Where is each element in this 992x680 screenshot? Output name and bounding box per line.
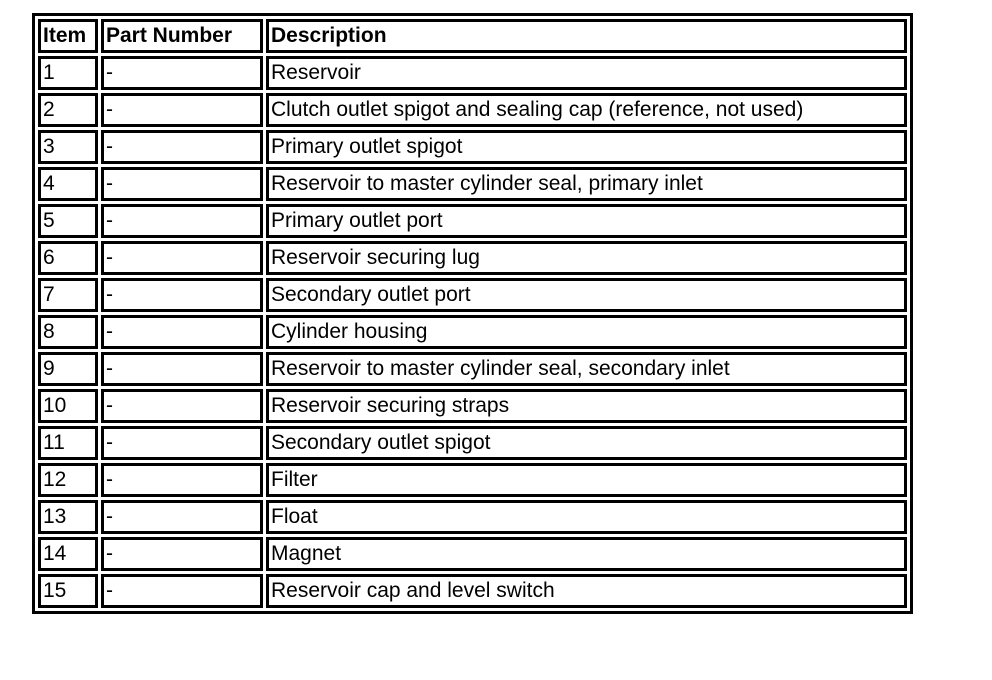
part-number-cell: - <box>101 204 263 238</box>
description-cell: Reservoir <box>266 56 907 90</box>
item-cell: 10 <box>38 389 98 423</box>
description-cell: Filter <box>266 463 907 497</box>
part-number-cell: - <box>101 278 263 312</box>
table-row <box>38 500 907 534</box>
table-row <box>38 574 907 608</box>
table-row <box>38 241 907 275</box>
description-cell: Secondary outlet spigot <box>266 426 907 460</box>
parts-table <box>32 13 913 614</box>
part-number-cell: - <box>101 315 263 349</box>
table-row <box>38 278 907 312</box>
table-row <box>38 93 907 127</box>
description-cell: Float <box>266 500 907 534</box>
description-cell: Reservoir securing straps <box>266 389 907 423</box>
table-row <box>38 315 907 349</box>
table-row <box>38 463 907 497</box>
description-cell: Reservoir to master cylinder seal, primary inlet <box>266 167 907 201</box>
item-cell: 12 <box>38 463 98 497</box>
item-cell: 11 <box>38 426 98 460</box>
table-row <box>38 204 907 238</box>
part-number-cell: - <box>101 93 263 127</box>
table-header-row <box>38 19 907 53</box>
item-cell: 7 <box>38 278 98 312</box>
table-row <box>38 56 907 90</box>
part-number-cell: - <box>101 426 263 460</box>
item-cell: 15 <box>38 574 98 608</box>
part-number-cell: - <box>101 352 263 386</box>
item-cell: 2 <box>38 93 98 127</box>
part-number-cell: - <box>101 130 263 164</box>
part-number-cell: - <box>101 500 263 534</box>
part-number-cell: - <box>101 56 263 90</box>
item-cell: 5 <box>38 204 98 238</box>
header-part-number: Part Number <box>101 19 263 53</box>
table-body <box>38 56 907 608</box>
part-number-cell: - <box>101 463 263 497</box>
table-row <box>38 537 907 571</box>
part-number-cell: - <box>101 389 263 423</box>
description-cell: Primary outlet spigot <box>266 130 907 164</box>
header-description: Description <box>266 19 907 53</box>
part-number-cell: - <box>101 167 263 201</box>
item-cell: 3 <box>38 130 98 164</box>
item-cell: 6 <box>38 241 98 275</box>
item-cell: 9 <box>38 352 98 386</box>
description-cell: Cylinder housing <box>266 315 907 349</box>
description-cell: Secondary outlet port <box>266 278 907 312</box>
part-number-cell: - <box>101 241 263 275</box>
header-item: Item <box>38 19 98 53</box>
description-cell: Clutch outlet spigot and sealing cap (reference, not used) <box>266 93 907 127</box>
table-row <box>38 426 907 460</box>
table-row <box>38 389 907 423</box>
parts-table-container <box>32 13 913 614</box>
table-row <box>38 352 907 386</box>
item-cell: 4 <box>38 167 98 201</box>
part-number-cell: - <box>101 537 263 571</box>
description-cell: Reservoir to master cylinder seal, secondary inlet <box>266 352 907 386</box>
item-cell: 14 <box>38 537 98 571</box>
item-cell: 13 <box>38 500 98 534</box>
table-row <box>38 130 907 164</box>
description-cell: Magnet <box>266 537 907 571</box>
part-number-cell: - <box>101 574 263 608</box>
description-cell: Primary outlet port <box>266 204 907 238</box>
description-cell: Reservoir cap and level switch <box>266 574 907 608</box>
table-row <box>38 167 907 201</box>
description-cell: Reservoir securing lug <box>266 241 907 275</box>
item-cell: 8 <box>38 315 98 349</box>
item-cell: 1 <box>38 56 98 90</box>
